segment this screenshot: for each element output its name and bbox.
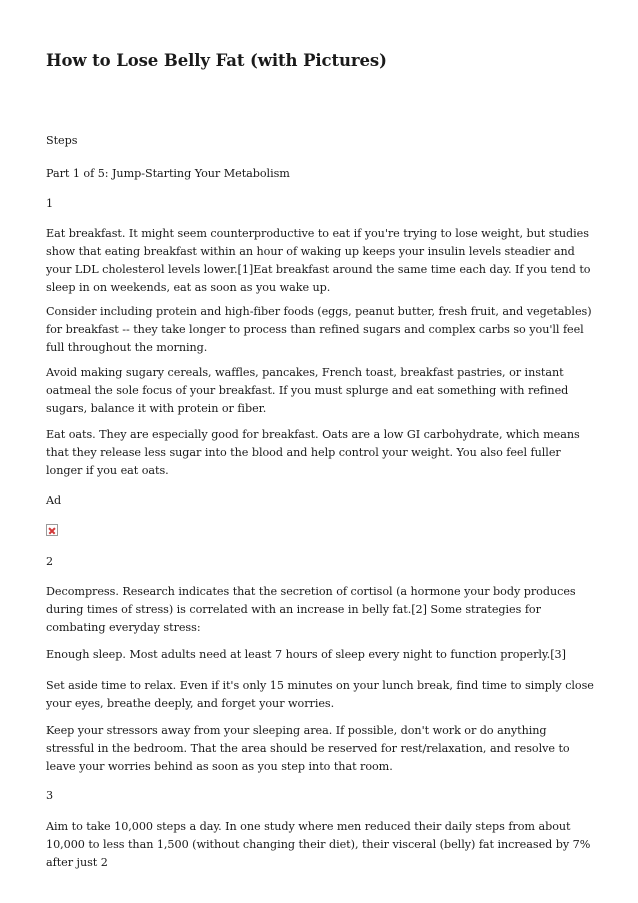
step-2-paragraph-2: Enough sleep. Most adults need at least 7 hours of sleep every night to function properly.[3]	[46, 648, 566, 661]
page-title: How to Lose Belly Fat (with Pictures)	[46, 51, 387, 70]
step-2-paragraph-3: Set aside time to relax. Even if it's only 15 minutes on your lunch break, find time to simply close your eyes, breathe deeply, and forget your worries.	[46, 679, 594, 711]
step-2-paragraph-1: Decompress. Research indicates that the secretion of cortisol (a hormone your body produces during times of stress) is correlated with an increase in belly fat.[2] Some strategies for combating everyday stress:	[46, 585, 576, 635]
broken-image-icon	[46, 524, 58, 536]
step-3-paragraph-1: Aim to take 10,000 steps a day. In one study where men reduced their daily steps from about 10,000 to less than 1,500 (without changing their diet), their visceral (belly) fat increased by 7% after just 2	[46, 820, 591, 870]
ad-label: Ad	[46, 494, 62, 507]
step-1-paragraph-4: Eat oats. They are especially good for breakfast. Oats are a low GI carbohydrate, which means that they release less sugar into the blood and help control your weight. You also feel fuller longer if you eat oats.	[46, 428, 580, 478]
steps-heading: Steps	[46, 134, 78, 147]
step-1-paragraph-3: Avoid making sugary cereals, waffles, pancakes, French toast, breakfast pastries, or instant oatmeal the sole focus of your breakfast. If you must splurge and eat something with refined sugars, balance it with protein or fiber.	[46, 366, 569, 416]
step-3-number: 3	[46, 789, 54, 802]
step-1-paragraph-2: Consider including protein and high-fiber foods (eggs, peanut butter, fresh fruit, and vegetables) for breakfast -- they take longer to process than refined sugars and complex carbs so you'll feel full throughout the morning.	[46, 305, 592, 355]
step-1-number: 1	[46, 197, 54, 210]
part-heading: Part 1 of 5: Jump-Starting Your Metabolism	[46, 167, 290, 180]
step-1-paragraph-1: Eat breakfast. It might seem counterproductive to eat if you're trying to lose weight, but studies show that eating breakfast within an hour of waking up keeps your insulin levels steadier and your LDL cholesterol levels lower.[1]Eat breakfast around the same time each day. If you tend to sleep in on weekends, eat as soon as you wake up.	[46, 227, 591, 295]
step-2-number: 2	[46, 555, 54, 568]
step-2-paragraph-4: Keep your stressors away from your sleeping area. If possible, don't work or do anything stressful in the bedroom. That the area should be reserved for rest/relaxation, and resolve to leave your worries behind as soon as you step into that room.	[46, 724, 570, 774]
